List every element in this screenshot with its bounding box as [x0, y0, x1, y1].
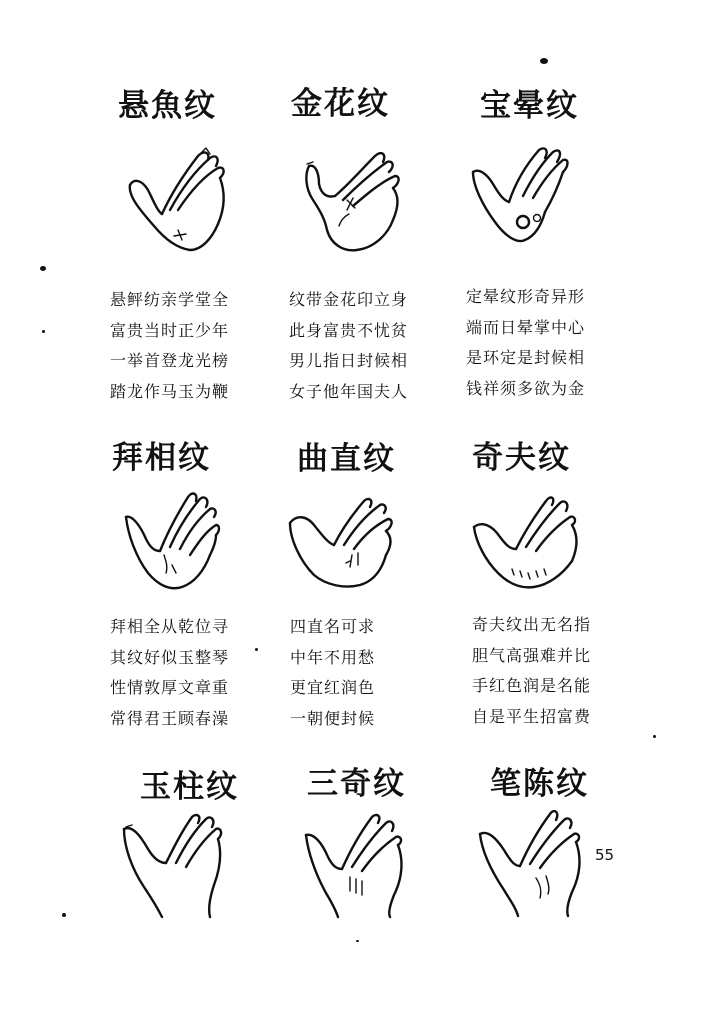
verse-qifu [472, 610, 591, 732]
verse-line: 此身富贵不忧贫 [289, 320, 409, 340]
title-baixiang: 拜相纹 [112, 440, 211, 476]
palm-drawing-baoyun [465, 140, 585, 260]
palm-drawing-sanqi [300, 805, 420, 925]
verse-baixiang [110, 612, 229, 734]
verse-line: 悬鲆纺亲学堂全 [110, 290, 230, 309]
verse-line: 拜相全从乾位寻 [110, 617, 230, 636]
title-bichen: 笔陈纹 [490, 766, 589, 802]
palm-drawing-bichen [476, 800, 596, 920]
palm-drawing-baixiang [120, 485, 240, 605]
palm-drawing-qifu [470, 485, 590, 605]
verse-line: 一朝便封候 [290, 708, 376, 728]
scan-speck [540, 58, 548, 64]
scan-speck [40, 266, 46, 271]
palm-drawing-xuanyu [120, 140, 240, 260]
title-jinhua: 金花纹 [291, 86, 390, 122]
scan-speck [653, 735, 656, 738]
verse-line: 踏龙作马玉为鞭 [110, 381, 230, 401]
verse-line: 定晕纹形奇异形 [466, 287, 586, 306]
verse-line: 女子他年国夫人 [289, 381, 409, 401]
verse-quzhi [290, 612, 375, 734]
verse-line: 一举首登龙光榜 [110, 351, 230, 370]
title-qifu: 奇夫纹 [472, 440, 571, 476]
verse-line: 四直名可求 [290, 617, 376, 636]
verse-line: 纹带金花印立身 [289, 290, 409, 309]
verse-jinhua [289, 285, 408, 407]
page-number: 55 [595, 846, 615, 864]
title-xuanyu: 悬魚纹 [118, 88, 217, 124]
verse-line: 奇夫纹出无名指 [472, 615, 592, 634]
verse-line: 端而日晕掌中心 [466, 317, 586, 337]
verse-line: 胆气高强难并比 [472, 645, 592, 665]
title-baoyun: 宝晕纹 [480, 88, 579, 124]
palm-drawing-yuzhu [118, 805, 238, 925]
verse-baoyun [466, 282, 585, 404]
scan-speck [255, 648, 258, 651]
verse-line: 男儿指日封候相 [289, 351, 409, 370]
verse-line: 性情敦厚文章重 [110, 678, 230, 697]
verse-line: 其纹好似玉整琴 [110, 647, 230, 667]
verse-line: 更宜红润色 [290, 678, 376, 697]
palm-drawing-jinhua [295, 140, 415, 260]
verse-line: 中年不用愁 [290, 647, 376, 667]
verse-line: 是环定是封候相 [466, 348, 586, 367]
verse-line: 手红色润是名能 [472, 676, 592, 695]
scan-speck [62, 913, 66, 917]
title-sanqi: 三奇纹 [307, 766, 406, 802]
verse-line: 常得君王顾春澡 [110, 708, 230, 728]
title-yuzhu: 玉柱纹 [140, 769, 239, 805]
scan-speck [356, 940, 359, 942]
verse-line: 钱祥须多欲为金 [466, 378, 586, 398]
verse-line: 富贵当时正少年 [110, 320, 230, 340]
verse-line: 自是平生招富费 [472, 706, 592, 726]
verse-xuanyu [110, 285, 229, 407]
title-quzhi: 曲直纹 [297, 441, 396, 477]
palm-drawing-quzhi [286, 485, 406, 605]
scan-speck [42, 330, 45, 333]
